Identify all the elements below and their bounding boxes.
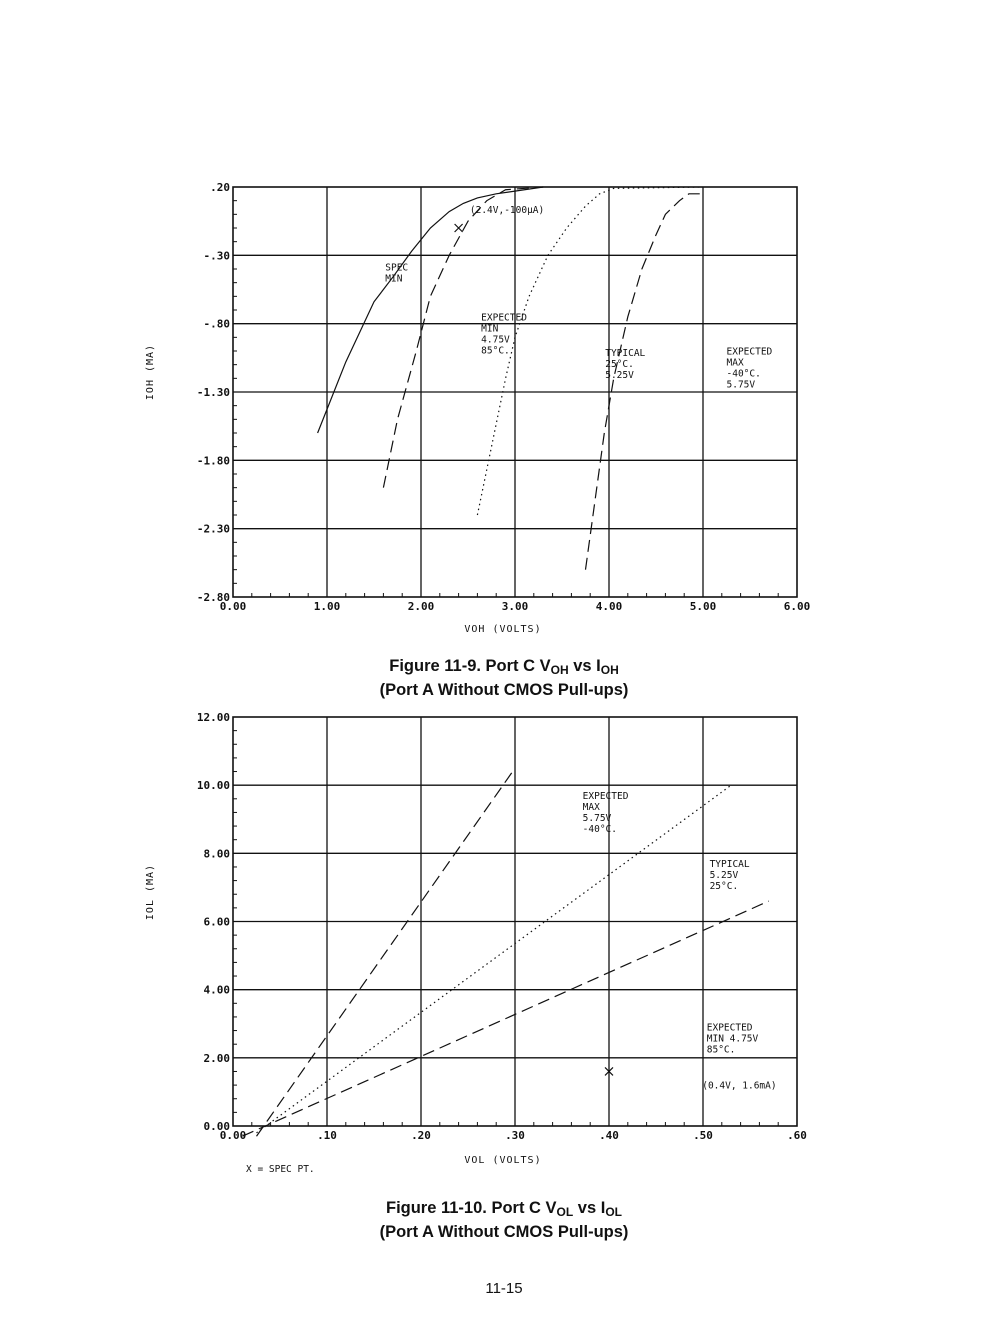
spec-point-label: (2.4V,-100µA) (469, 204, 545, 216)
series-line (318, 187, 544, 433)
series-annotation-expected-min: 85°C. (481, 345, 510, 357)
series-annotation-expected-min: EXPECTED (706, 1022, 753, 1034)
series-line (257, 768, 516, 1136)
spec-point-marker (455, 224, 463, 232)
figure-11-10-caption (0, 1198, 1008, 1242)
series-annotation-expected-min: EXPECTED (481, 312, 527, 324)
x-tick-label: .10 (317, 1129, 337, 1142)
y-axis-label: IOL (MA) (145, 863, 156, 921)
caption-line-1: Figure 11-9. Port C $V_{OH}$ vs $I_{OH}$ (389, 657, 619, 677)
series-annotation-expected-min: 85°C. (706, 1044, 736, 1056)
series-annotation-expected-max: EXPECTED (726, 346, 773, 358)
series-annotation-typical: 5.25V (605, 369, 634, 381)
y-tick-label: -1.30 (196, 386, 230, 399)
x-axis-label: VOL (VOLTS) (464, 1155, 542, 1166)
caption-line-2: (Port A Without CMOS Pull-ups) (379, 1223, 629, 1241)
series-annotation-expected-max: 5.75V (582, 812, 612, 824)
series-line (383, 187, 543, 488)
x-tick-label: .40 (599, 1129, 619, 1142)
x-tick-label: 2.00 (407, 600, 435, 613)
x-tick-label: 0.00 (219, 1129, 247, 1142)
y-tick-label: 0.00 (203, 1120, 230, 1133)
series-annotation-spec-min: SPEC (385, 262, 409, 274)
y-tick-label: -1.80 (196, 454, 230, 468)
series-annotation-expected-max: 5.75V (726, 379, 756, 391)
series-line (242, 901, 768, 1136)
caption-line-2: (Port A Without CMOS Pull-ups) (379, 681, 629, 699)
series-annotation-expected-min: MIN (481, 323, 499, 335)
y-tick-label: 8.00 (203, 847, 230, 861)
y-tick-label: 6.00 (203, 915, 230, 929)
x-axis-label: VOH (VOLTS) (464, 624, 542, 635)
series-annotation-expected-min: 4.75V (481, 334, 510, 346)
series-annotation-typical: TYPICAL (605, 347, 646, 359)
x-tick-label: .30 (505, 1129, 525, 1142)
y-tick-label: 10.00 (196, 779, 230, 793)
y-tick-label: 2.00 (203, 1051, 230, 1065)
series-annotation-typical: 25°C. (709, 880, 739, 892)
series-annotation-expected-max: -40°C. (582, 823, 618, 835)
series-annotation-typical: 25°C. (605, 358, 634, 370)
y-tick-label: 4.00 (203, 983, 230, 997)
x-tick-label: 4.00 (595, 600, 623, 613)
x-tick-label: 6.00 (783, 600, 811, 613)
spec-point-footnote: X = SPEC PT. (246, 1164, 315, 1175)
x-tick-label: 0.00 (219, 600, 247, 613)
series-annotation-expected-max: EXPECTED (582, 790, 629, 802)
page-number: 11-15 (485, 1280, 523, 1297)
x-tick-label: 5.00 (689, 600, 717, 613)
chart-vol-iol (145, 711, 807, 1175)
series-annotation-spec-min: MIN (385, 273, 403, 285)
y-tick-label: -2.30 (196, 522, 230, 536)
y-axis-label: IOH (MA) (145, 343, 156, 401)
x-tick-label: .20 (411, 1129, 431, 1142)
y-tick-label: -.80 (203, 317, 230, 331)
x-tick-label: 1.00 (313, 600, 341, 613)
x-tick-label: .50 (693, 1129, 713, 1142)
caption-line-1: Figure 11-10. Port C $V_{OL}$ vs $I_{OL}$ (385, 1199, 622, 1219)
series-line (586, 194, 704, 570)
series-line (477, 187, 703, 515)
spec-point-label: (0.4V, 1.6mA) (702, 1080, 777, 1092)
series-annotation-expected-min: MIN 4.75V (706, 1033, 759, 1045)
chart-voh-ioh (145, 181, 810, 635)
series-annotation-expected-max: MAX (582, 801, 600, 813)
series-annotation-expected-max: MAX (726, 357, 744, 369)
y-tick-label: -2.80 (196, 591, 230, 604)
y-tick-label: 12.00 (196, 711, 230, 724)
figure-11-9-caption (0, 656, 1008, 700)
y-tick-label: .20 (210, 181, 230, 194)
x-tick-label: .60 (787, 1129, 807, 1142)
y-tick-label: -.30 (203, 249, 230, 263)
series-annotation-typical: 5.25V (709, 869, 739, 881)
series-annotation-typical: TYPICAL (709, 858, 750, 870)
series-annotation-expected-max: -40°C. (726, 368, 761, 380)
series-line (257, 785, 732, 1133)
x-tick-label: 3.00 (501, 600, 529, 613)
